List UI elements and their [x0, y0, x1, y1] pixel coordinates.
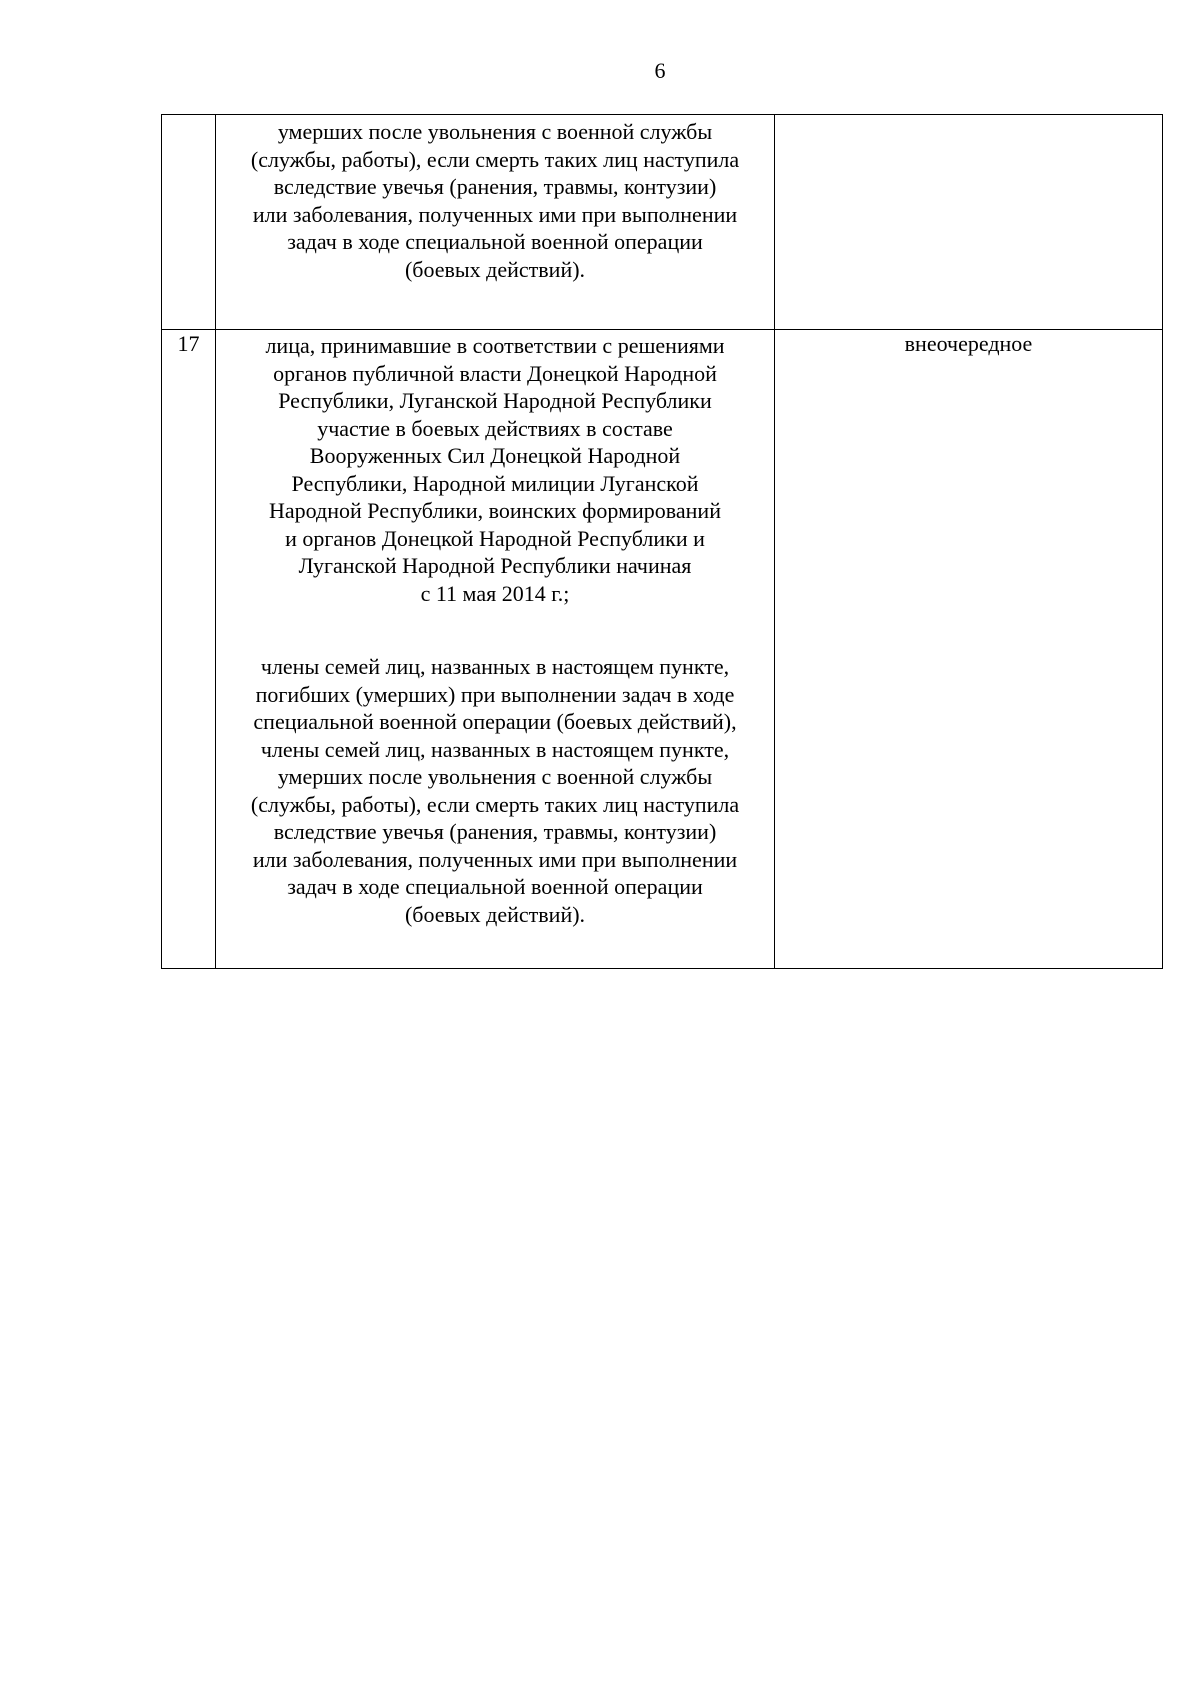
- row-number-cell: 17: [162, 330, 216, 969]
- page-number: 6: [654, 58, 666, 83]
- description-paragraph: лица, принимавшие в соответствии с решениями органов публичной власти Донецкой Народной Республики, Луганской Народной Республики участие в боевых действиях в составе Вооруженных Сил Донецкой Народной Республики, Народной милиции Луганской Народной Республики, воинских формирований и органов Донецкой Народной Республики и Луганской Народной Республики начиная с 11 мая 2014 г.;: [265, 333, 725, 606]
- description-paragraph: члены семей лиц, названных в настоящем пункте, погибших (умерших) при выполнении задач в ходе специальной военной операции (боевых действий), члены семей лиц, названных в настоящем пункте, умерших после увольнения с военной службы (службы, работы), если смерть таких лиц наступила вследствие увечья (ранения, травмы, контузии) или заболевания, полученных ими при выполнении задач в ходе специальной военной операции (боевых действий).: [250, 654, 740, 927]
- row-order-cell: внеочередное: [775, 330, 1163, 969]
- row-order-cell: [775, 115, 1163, 330]
- description-paragraph: умерших после увольнения с военной службы (службы, работы), если смерть таких лиц наступила вследствие увечья (ранения, травмы, контузии) или заболевания, полученных ими при выполнении задач в ходе специальной военной операции (боевых действий).: [250, 119, 740, 282]
- row-description-cell: [216, 330, 775, 969]
- row-number-cell: [162, 115, 216, 330]
- row-description-cell: [216, 115, 775, 330]
- table-row: [162, 330, 1163, 969]
- table-row: [162, 115, 1163, 330]
- benefits-table: [161, 114, 1163, 969]
